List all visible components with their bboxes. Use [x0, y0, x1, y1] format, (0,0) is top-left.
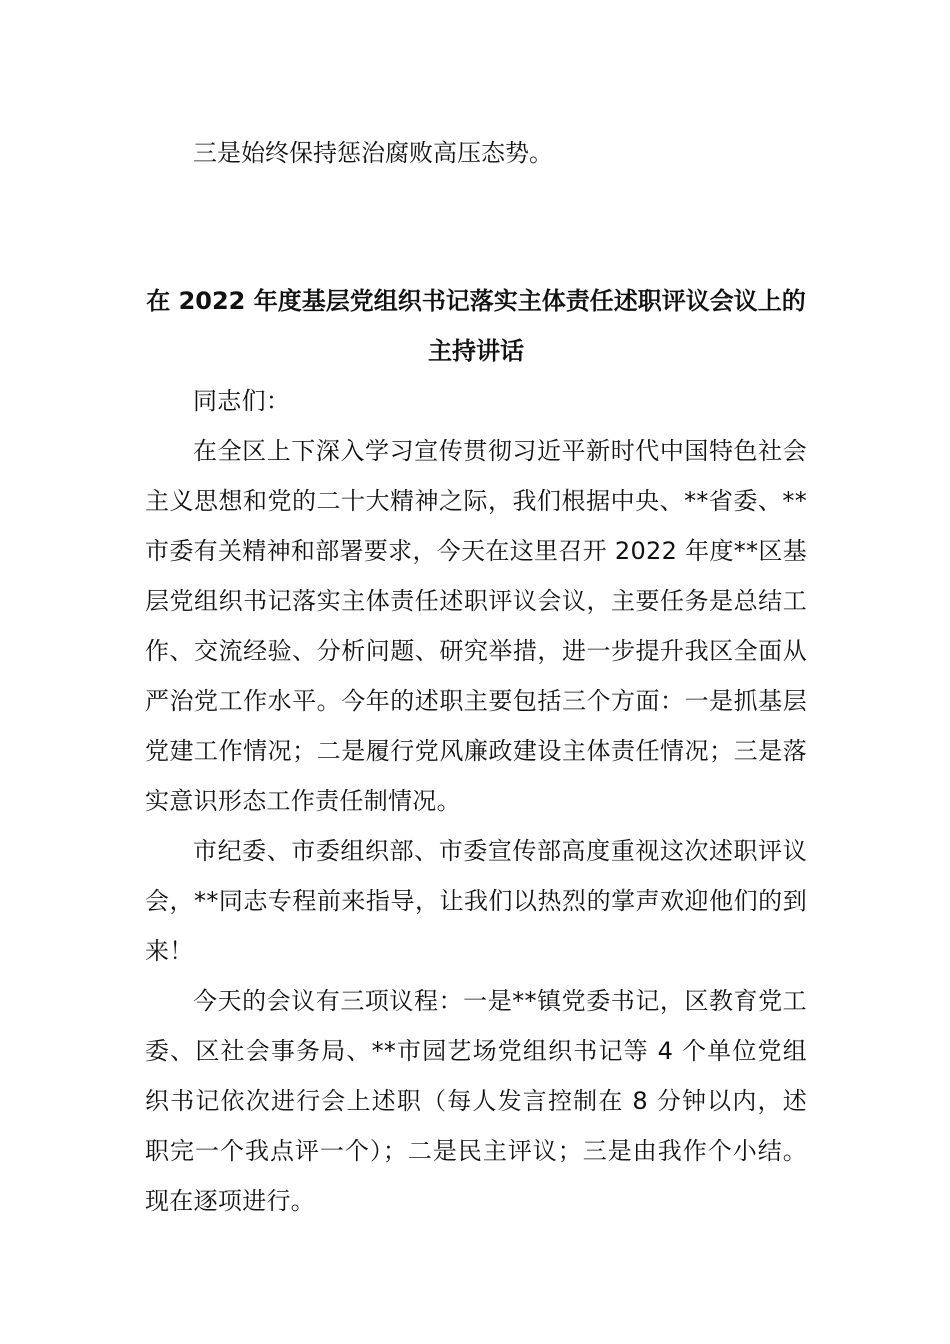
body-paragraph-1: 在全区上下深入学习宣传贯彻习近平新时代中国特色社会主义思想和党的二十大精神之际，我们根据中央、**省委、**市委有关精神和部署要求，今天在这里召开 2022 年度**区基层党组织书记落实主体责任述职评议会议，主要任务是总结工作、交流经验、分析问题、研究举措，进一步提升我区全面从严治党工作水平。今年的述职主要包括三个方面：一是抓基层党建工作情况；二是履行党风廉政建设主体责任情况；三是落实意识形态工作责任制情况。: [145, 437, 807, 815]
document-title: 在 2022 年度基层党组织书记落实主体责任述职评议会议上的主持讲话: [146, 287, 806, 365]
salutation: 同志们：: [193, 387, 291, 415]
body-paragraph-2: 市纪委、市委组织部、市委宣传部高度重视这次述职评议会，**同志专程前来指导，让我们以热烈的掌声欢迎他们的到来！: [145, 837, 807, 965]
document-body: [145, 376, 807, 1226]
previous-section-last-line: 三是始终保持惩治腐败高压态势。: [193, 139, 553, 167]
body-paragraph-3: 今天的会议有三项议程：一是**镇党委书记，区教育党工委、区社会事务局、**市园艺场党组织书记等 4 个单位党组织书记依次进行会上述职（每人发言控制在 8 分钟以内，述职完一个我点评一个）；二是民主评议；三是由我作个小结。现在逐项进行。: [145, 987, 807, 1215]
